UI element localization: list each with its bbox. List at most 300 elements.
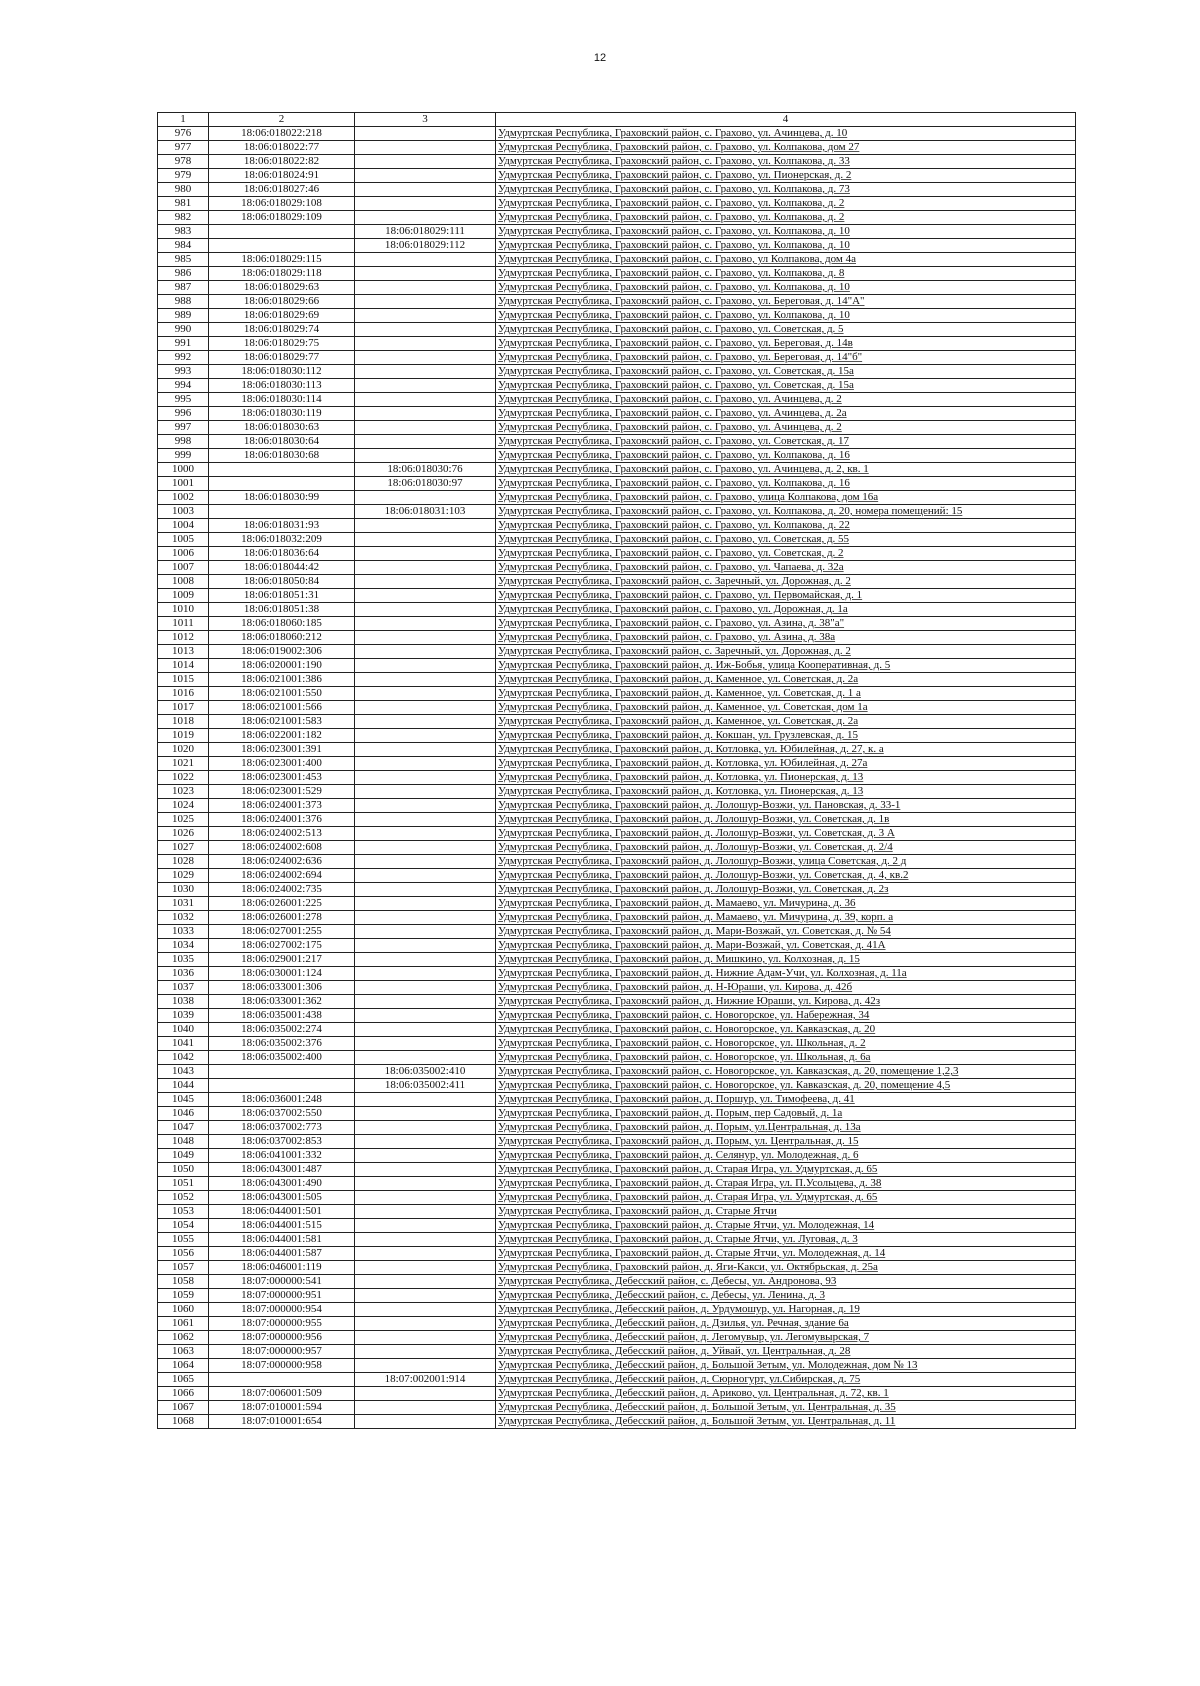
cadastral-number: 18:06:018029:109 — [209, 211, 355, 225]
table-row — [158, 841, 1076, 855]
row-number: 1019 — [158, 729, 209, 743]
cadastral-number: 18:06:027002:175 — [209, 939, 355, 953]
row-number: 976 — [158, 127, 209, 141]
cadastral-number: 18:06:026001:225 — [209, 897, 355, 911]
address: Удмуртская Республика, Граховский район, с. Грахово, ул. Ачинцева, д. 10 — [496, 127, 1076, 141]
room-cadastral-number — [355, 533, 496, 547]
row-number: 1036 — [158, 967, 209, 981]
table-row — [158, 1121, 1076, 1135]
cadastral-number: 18:06:018022:77 — [209, 141, 355, 155]
address: Удмуртская Республика, Граховский район, с. Грахово, ул. Ачинцева, д. 2, кв. 1 — [496, 463, 1076, 477]
room-cadastral-number — [355, 813, 496, 827]
cadastral-number: 18:06:020001:190 — [209, 659, 355, 673]
address: Удмуртская Республика, Граховский район, д. Порым, ул. Центральная, д. 15 — [496, 1135, 1076, 1149]
row-number: 1040 — [158, 1023, 209, 1037]
cadastral-number: 18:06:024002:694 — [209, 869, 355, 883]
table-row — [158, 939, 1076, 953]
cadastral-number: 18:06:037002:853 — [209, 1135, 355, 1149]
table-row — [158, 1261, 1076, 1275]
cadastral-number: 18:06:030001:124 — [209, 967, 355, 981]
table-row — [158, 953, 1076, 967]
room-cadastral-number: 18:07:002001:914 — [355, 1373, 496, 1387]
table-row — [158, 981, 1076, 995]
row-number: 1050 — [158, 1163, 209, 1177]
cadastral-number: 18:06:024002:636 — [209, 855, 355, 869]
address: Удмуртская Республика, Граховский район, с. Грахово, ул. Колпакова, д. 10 — [496, 309, 1076, 323]
table-row — [158, 1051, 1076, 1065]
address: Удмуртская Республика, Дебесский район, с. Дебесы, ул. Андронова, 93 — [496, 1275, 1076, 1289]
cadastral-number: 18:06:021001:566 — [209, 701, 355, 715]
room-cadastral-number — [355, 617, 496, 631]
row-number: 998 — [158, 435, 209, 449]
room-cadastral-number — [355, 337, 496, 351]
row-number: 1002 — [158, 491, 209, 505]
cadastral-number: 18:06:018027:46 — [209, 183, 355, 197]
table-row — [158, 463, 1076, 477]
row-number: 1029 — [158, 869, 209, 883]
room-cadastral-number — [355, 169, 496, 183]
row-number: 1060 — [158, 1303, 209, 1317]
row-number: 1048 — [158, 1135, 209, 1149]
room-cadastral-number — [355, 673, 496, 687]
address: Удмуртская Республика, Дебесский район, с. Дебесы, ул. Ленина, д. 3 — [496, 1289, 1076, 1303]
room-cadastral-number — [355, 659, 496, 673]
cadastral-number: 18:06:018031:93 — [209, 519, 355, 533]
cadastral-number: 18:06:036001:248 — [209, 1093, 355, 1107]
row-number: 1000 — [158, 463, 209, 477]
address: Удмуртская Республика, Граховский район, с. Грахово, ул. Ачинцева, д. 2 — [496, 421, 1076, 435]
table-row — [158, 687, 1076, 701]
address: Удмуртская Республика, Граховский район, д. Нижние Адам-Учи, ул. Колхозная, д. 11а — [496, 967, 1076, 981]
address: Удмуртская Республика, Дебесский район, д. Большой Зетым, ул. Центральная, д. 35 — [496, 1401, 1076, 1415]
room-cadastral-number — [355, 1303, 496, 1317]
row-number: 1041 — [158, 1037, 209, 1051]
row-number: 1011 — [158, 617, 209, 631]
address: Удмуртская Республика, Граховский район, с. Грахово, ул. Колпакова, д. 20, номера помещений: 15 — [496, 505, 1076, 519]
row-number: 1031 — [158, 897, 209, 911]
room-cadastral-number — [355, 1247, 496, 1261]
table-row — [158, 561, 1076, 575]
table-row — [158, 393, 1076, 407]
cadastral-number: 18:06:022001:182 — [209, 729, 355, 743]
room-cadastral-number — [355, 1009, 496, 1023]
cadastral-number: 18:06:018030:114 — [209, 393, 355, 407]
room-cadastral-number: 18:06:018030:76 — [355, 463, 496, 477]
room-cadastral-number — [355, 351, 496, 365]
cadastral-number: 18:06:018029:77 — [209, 351, 355, 365]
address: Удмуртская Республика, Граховский район, с. Грахово, ул. Советская, д. 55 — [496, 533, 1076, 547]
row-number: 1054 — [158, 1219, 209, 1233]
table-row — [158, 1401, 1076, 1415]
cadastral-number: 18:06:018029:74 — [209, 323, 355, 337]
cadastral-number: 18:06:041001:332 — [209, 1149, 355, 1163]
row-number: 1062 — [158, 1331, 209, 1345]
row-number: 1033 — [158, 925, 209, 939]
row-number: 995 — [158, 393, 209, 407]
cadastral-number: 18:06:024002:608 — [209, 841, 355, 855]
room-cadastral-number — [355, 715, 496, 729]
row-number: 1030 — [158, 883, 209, 897]
table-row — [158, 1219, 1076, 1233]
cadastral-number: 18:06:037002:773 — [209, 1121, 355, 1135]
row-number: 1043 — [158, 1065, 209, 1079]
table-row — [158, 715, 1076, 729]
room-cadastral-number — [355, 981, 496, 995]
address: Удмуртская Республика, Граховский район, с. Новогорское, ул. Набережная, 34 — [496, 1009, 1076, 1023]
room-cadastral-number — [355, 1219, 496, 1233]
table-row — [158, 897, 1076, 911]
table-row — [158, 127, 1076, 141]
room-cadastral-number — [355, 211, 496, 225]
cadastral-number: 18:06:037002:550 — [209, 1107, 355, 1121]
address: Удмуртская Республика, Граховский район, с. Грахово, ул. Колпакова, д. 2 — [496, 197, 1076, 211]
address: Удмуртская Республика, Граховский район, д. Селянур, ул. Молодежная, д. 6 — [496, 1149, 1076, 1163]
cadastral-number: 18:07:010001:594 — [209, 1401, 355, 1415]
table-row — [158, 743, 1076, 757]
room-cadastral-number — [355, 281, 496, 295]
address: Удмуртская Республика, Граховский район, с. Новогорское, ул. Кавказская, д. 20 — [496, 1023, 1076, 1037]
table-row — [158, 1303, 1076, 1317]
address: Удмуртская Республика, Граховский район, д. Мамаево, ул. Мичурина, д. 36 — [496, 897, 1076, 911]
cadastral-number: 18:06:024001:373 — [209, 799, 355, 813]
room-cadastral-number — [355, 897, 496, 911]
header-col-2: 2 — [209, 113, 355, 127]
cadastral-number: 18:06:021001:583 — [209, 715, 355, 729]
cadastral-number: 18:06:029001:217 — [209, 953, 355, 967]
row-number: 1047 — [158, 1121, 209, 1135]
address: Удмуртская Республика, Граховский район, д. Мари-Возжай, ул. Советская, д. 41А — [496, 939, 1076, 953]
address: Удмуртская Республика, Граховский район, д. Старая Игра, ул. Удмуртская, д. 65 — [496, 1163, 1076, 1177]
table-row — [158, 1037, 1076, 1051]
room-cadastral-number — [355, 393, 496, 407]
address: Удмуртская Республика, Граховский район, с. Грахово, ул. Первомайская, д. 1 — [496, 589, 1076, 603]
cadastral-number: 18:06:018022:82 — [209, 155, 355, 169]
row-number: 1035 — [158, 953, 209, 967]
table-row — [158, 771, 1076, 785]
row-number: 1006 — [158, 547, 209, 561]
row-number: 1061 — [158, 1317, 209, 1331]
room-cadastral-number — [355, 757, 496, 771]
row-number: 1028 — [158, 855, 209, 869]
room-cadastral-number — [355, 435, 496, 449]
room-cadastral-number: 18:06:035002:410 — [355, 1065, 496, 1079]
cadastral-number: 18:06:024002:513 — [209, 827, 355, 841]
room-cadastral-number — [355, 827, 496, 841]
cadastral-number: 18:06:023001:400 — [209, 757, 355, 771]
cadastral-number — [209, 225, 355, 239]
table-row — [158, 603, 1076, 617]
address: Удмуртская Республика, Граховский район, д. Каменное, ул. Советская, д. 1 а — [496, 687, 1076, 701]
row-number: 1020 — [158, 743, 209, 757]
room-cadastral-number — [355, 1359, 496, 1373]
table-row — [158, 799, 1076, 813]
cadastral-number: 18:06:035002:274 — [209, 1023, 355, 1037]
row-number: 1046 — [158, 1107, 209, 1121]
table-row — [158, 337, 1076, 351]
address: Удмуртская Республика, Дебесский район, д. Большой Зетым, ул. Молодежная, дом № 13 — [496, 1359, 1076, 1373]
table-row — [158, 183, 1076, 197]
cadastral-number: 18:06:018060:212 — [209, 631, 355, 645]
address: Удмуртская Республика, Граховский район, с. Грахово, ул. Береговая, д. 14в — [496, 337, 1076, 351]
table-row — [158, 645, 1076, 659]
cadastral-number: 18:06:018030:112 — [209, 365, 355, 379]
row-number: 984 — [158, 239, 209, 253]
room-cadastral-number — [355, 1345, 496, 1359]
room-cadastral-number — [355, 253, 496, 267]
row-number: 987 — [158, 281, 209, 295]
table-row — [158, 1177, 1076, 1191]
table-row — [158, 1387, 1076, 1401]
row-number: 1056 — [158, 1247, 209, 1261]
row-number: 988 — [158, 295, 209, 309]
address: Удмуртская Республика, Граховский район, с. Грахово, ул. Чапаева, д. 32а — [496, 561, 1076, 575]
row-number: 1007 — [158, 561, 209, 575]
address: Удмуртская Республика, Граховский район, с. Грахово, ул. Азина, д. 38"а" — [496, 617, 1076, 631]
room-cadastral-number — [355, 1317, 496, 1331]
table-row — [158, 1331, 1076, 1345]
address: Удмуртская Республика, Граховский район, д. Каменное, ул. Советская, д. 2а — [496, 715, 1076, 729]
room-cadastral-number — [355, 799, 496, 813]
row-number: 983 — [158, 225, 209, 239]
row-number: 1057 — [158, 1261, 209, 1275]
address: Удмуртская Республика, Граховский район, с. Грахово, ул. Колпакова, д. 16 — [496, 477, 1076, 491]
room-cadastral-number — [355, 519, 496, 533]
table-row — [158, 631, 1076, 645]
address: Удмуртская Республика, Граховский район, с. Новогорское, ул. Кавказская, д. 20, помещение 1,2,3 — [496, 1065, 1076, 1079]
address: Удмуртская Республика, Граховский район, с. Грахово, ул. Советская, д. 15а — [496, 379, 1076, 393]
address: Удмуртская Республика, Граховский район, д. Н-Юраши, ул. Кирова, д. 42б — [496, 981, 1076, 995]
cadastral-number — [209, 1079, 355, 1093]
cadastral-number: 18:06:018030:68 — [209, 449, 355, 463]
row-number: 1044 — [158, 1079, 209, 1093]
address: Удмуртская Республика, Граховский район, с. Грахово, ул. Колпакова, д. 22 — [496, 519, 1076, 533]
address: Удмуртская Республика, Граховский район, д. Старые Ятчи, ул. Молодежная, д. 14 — [496, 1247, 1076, 1261]
cadastral-number: 18:06:018051:38 — [209, 603, 355, 617]
cadastral-number: 18:06:035001:438 — [209, 1009, 355, 1023]
address: Удмуртская Республика, Дебесский район, д. Уйвай, ул. Центральная, д. 28 — [496, 1345, 1076, 1359]
table-row — [158, 407, 1076, 421]
row-number: 997 — [158, 421, 209, 435]
cadastral-number: 18:07:000000:951 — [209, 1289, 355, 1303]
address: Удмуртская Республика, Граховский район, с. Грахово, ул. Колпакова, д. 2 — [496, 211, 1076, 225]
table-row — [158, 575, 1076, 589]
room-cadastral-number — [355, 603, 496, 617]
room-cadastral-number — [355, 407, 496, 421]
room-cadastral-number — [355, 701, 496, 715]
table-row — [158, 925, 1076, 939]
row-number: 989 — [158, 309, 209, 323]
cadastral-number: 18:06:035002:376 — [209, 1037, 355, 1051]
header-col-3: 3 — [355, 113, 496, 127]
page-number: 12 — [593, 52, 607, 64]
table-row — [158, 1023, 1076, 1037]
address: Удмуртская Республика, Граховский район, д. Лолошур-Возжи, ул. Советская, д. 1в — [496, 813, 1076, 827]
cadastral-number: 18:07:000000:541 — [209, 1275, 355, 1289]
row-number: 985 — [158, 253, 209, 267]
table-row — [158, 1233, 1076, 1247]
room-cadastral-number — [355, 1289, 496, 1303]
address: Удмуртская Республика, Граховский район, д. Лолошур-Возжи, ул. Советская, д. 2/4 — [496, 841, 1076, 855]
room-cadastral-number — [355, 1121, 496, 1135]
table-row — [158, 365, 1076, 379]
address: Удмуртская Республика, Граховский район, с. Новогорское, ул. Школьная, д. 2 — [496, 1037, 1076, 1051]
address: Удмуртская Республика, Граховский район, с. Грахово, ул Колпакова, дом 4а — [496, 253, 1076, 267]
cadastral-number: 18:06:035002:400 — [209, 1051, 355, 1065]
cadastral-number: 18:06:033001:306 — [209, 981, 355, 995]
cadastral-number: 18:06:018060:185 — [209, 617, 355, 631]
table-row — [158, 995, 1076, 1009]
cadastral-number: 18:06:018029:118 — [209, 267, 355, 281]
address: Удмуртская Республика, Граховский район, д. Поршур, ул. Тимофеева, д. 41 — [496, 1093, 1076, 1107]
table-row — [158, 351, 1076, 365]
row-number: 1065 — [158, 1373, 209, 1387]
table-row — [158, 1205, 1076, 1219]
room-cadastral-number — [355, 1023, 496, 1037]
room-cadastral-number — [355, 645, 496, 659]
room-cadastral-number — [355, 869, 496, 883]
cadastral-number: 18:07:000000:954 — [209, 1303, 355, 1317]
address: Удмуртская Республика, Граховский район, д. Иж-Бобья, улица Кооперативная, д. 5 — [496, 659, 1076, 673]
room-cadastral-number — [355, 365, 496, 379]
cadastral-number: 18:06:033001:362 — [209, 995, 355, 1009]
room-cadastral-number — [355, 687, 496, 701]
cadastral-number: 18:07:000000:958 — [209, 1359, 355, 1373]
room-cadastral-number — [355, 155, 496, 169]
address: Удмуртская Республика, Граховский район, с. Грахово, ул. Береговая, д. 14"б" — [496, 351, 1076, 365]
cadastral-number: 18:06:018022:218 — [209, 127, 355, 141]
table-row — [158, 519, 1076, 533]
table-row — [158, 295, 1076, 309]
row-number: 999 — [158, 449, 209, 463]
table-row — [158, 225, 1076, 239]
room-cadastral-number — [355, 1037, 496, 1051]
table-row — [158, 421, 1076, 435]
room-cadastral-number — [355, 1177, 496, 1191]
table-row — [158, 1275, 1076, 1289]
cadastral-number: 18:06:024001:376 — [209, 813, 355, 827]
row-number: 1018 — [158, 715, 209, 729]
cadastral-number: 18:06:019002:306 — [209, 645, 355, 659]
address: Удмуртская Республика, Граховский район, с. Заречный, ул. Дорожная, д. 2 — [496, 575, 1076, 589]
room-cadastral-number — [355, 743, 496, 757]
cadastral-number: 18:06:018029:69 — [209, 309, 355, 323]
address: Удмуртская Республика, Дебесский район, д. Легомувыр, ул. Легомувырская, 7 — [496, 1331, 1076, 1345]
address: Удмуртская Республика, Граховский район, д. Старые Ятчи — [496, 1205, 1076, 1219]
row-number: 1066 — [158, 1387, 209, 1401]
room-cadastral-number — [355, 295, 496, 309]
room-cadastral-number — [355, 547, 496, 561]
cadastral-number: 18:06:026001:278 — [209, 911, 355, 925]
table-row — [158, 785, 1076, 799]
row-number: 1038 — [158, 995, 209, 1009]
cadastral-number: 18:06:018029:108 — [209, 197, 355, 211]
table-row — [158, 323, 1076, 337]
table-row — [158, 267, 1076, 281]
table-row — [158, 1079, 1076, 1093]
row-number: 1013 — [158, 645, 209, 659]
address: Удмуртская Республика, Граховский район, с. Грахово, ул. Дорожная, д. 1а — [496, 603, 1076, 617]
address: Удмуртская Республика, Граховский район, д. Лолошур-Возжи, ул. Советская, д. 3 А — [496, 827, 1076, 841]
room-cadastral-number — [355, 631, 496, 645]
room-cadastral-number — [355, 197, 496, 211]
room-cadastral-number — [355, 1191, 496, 1205]
row-number: 982 — [158, 211, 209, 225]
row-number: 1021 — [158, 757, 209, 771]
room-cadastral-number — [355, 267, 496, 281]
row-number: 1045 — [158, 1093, 209, 1107]
row-number: 992 — [158, 351, 209, 365]
address: Удмуртская Республика, Граховский район, с. Грахово, ул. Колпакова, д. 8 — [496, 267, 1076, 281]
cadastral-number: 18:06:018029:66 — [209, 295, 355, 309]
cadastral-number: 18:06:043001:490 — [209, 1177, 355, 1191]
room-cadastral-number — [355, 883, 496, 897]
room-cadastral-number — [355, 1275, 496, 1289]
address: Удмуртская Республика, Граховский район, с. Грахово, ул. Ачинцева, д. 2 — [496, 393, 1076, 407]
row-number: 1015 — [158, 673, 209, 687]
row-number: 1008 — [158, 575, 209, 589]
table-row — [158, 869, 1076, 883]
cadastral-number: 18:07:000000:957 — [209, 1345, 355, 1359]
room-cadastral-number — [355, 1401, 496, 1415]
row-number: 1032 — [158, 911, 209, 925]
address: Удмуртская Республика, Граховский район, с. Грахово, ул. Колпакова, д. 33 — [496, 155, 1076, 169]
cadastral-number: 18:06:044001:515 — [209, 1219, 355, 1233]
cadastral-number: 18:06:043001:505 — [209, 1191, 355, 1205]
address: Удмуртская Республика, Граховский район, д. Котловка, ул. Пионерская, д. 13 — [496, 771, 1076, 785]
table-row — [158, 477, 1076, 491]
cadastral-number: 18:06:018030:64 — [209, 435, 355, 449]
address: Удмуртская Республика, Граховский район, с. Заречный, ул. Дорожная, д. 2 — [496, 645, 1076, 659]
cadastral-number: 18:06:024002:735 — [209, 883, 355, 897]
address: Удмуртская Республика, Граховский район, с. Грахово, ул. Колпакова, д. 10 — [496, 281, 1076, 295]
cadastral-number: 18:06:018029:63 — [209, 281, 355, 295]
table-row — [158, 1191, 1076, 1205]
cadastral-number: 18:06:018051:31 — [209, 589, 355, 603]
row-number: 991 — [158, 337, 209, 351]
header-col-4: 4 — [496, 113, 1076, 127]
table-row — [158, 673, 1076, 687]
cadastral-number: 18:06:018036:64 — [209, 547, 355, 561]
row-number: 1024 — [158, 799, 209, 813]
table-row — [158, 491, 1076, 505]
room-cadastral-number — [355, 1415, 496, 1429]
address: Удмуртская Республика, Дебесский район, д. Ариково, ул. Центральная, д. 72, кв. 1 — [496, 1387, 1076, 1401]
table-row — [158, 1289, 1076, 1303]
table-row — [158, 1247, 1076, 1261]
address: Удмуртская Республика, Граховский район, с. Грахово, ул. Колпакова, дом 27 — [496, 141, 1076, 155]
row-number: 1063 — [158, 1345, 209, 1359]
row-number: 994 — [158, 379, 209, 393]
address: Удмуртская Республика, Граховский район, д. Старые Ятчи, ул. Молодежная, 14 — [496, 1219, 1076, 1233]
row-number: 1012 — [158, 631, 209, 645]
cadastral-number: 18:06:018030:119 — [209, 407, 355, 421]
room-cadastral-number — [355, 1135, 496, 1149]
row-number: 978 — [158, 155, 209, 169]
room-cadastral-number — [355, 911, 496, 925]
cadastral-number: 18:06:023001:391 — [209, 743, 355, 757]
cadastral-number: 18:06:018030:99 — [209, 491, 355, 505]
table-row — [158, 1163, 1076, 1177]
address: Удмуртская Республика, Граховский район, д. Порым, пер Садовый, д. 1а — [496, 1107, 1076, 1121]
address: Удмуртская Республика, Граховский район, с. Грахово, ул. Колпакова, д. 10 — [496, 239, 1076, 253]
address: Удмуртская Республика, Граховский район, с. Грахово, улица Колпакова, дом 16а — [496, 491, 1076, 505]
table-row — [158, 911, 1076, 925]
room-cadastral-number — [355, 1233, 496, 1247]
room-cadastral-number — [355, 379, 496, 393]
room-cadastral-number — [355, 1387, 496, 1401]
table-row — [158, 379, 1076, 393]
row-number: 1025 — [158, 813, 209, 827]
